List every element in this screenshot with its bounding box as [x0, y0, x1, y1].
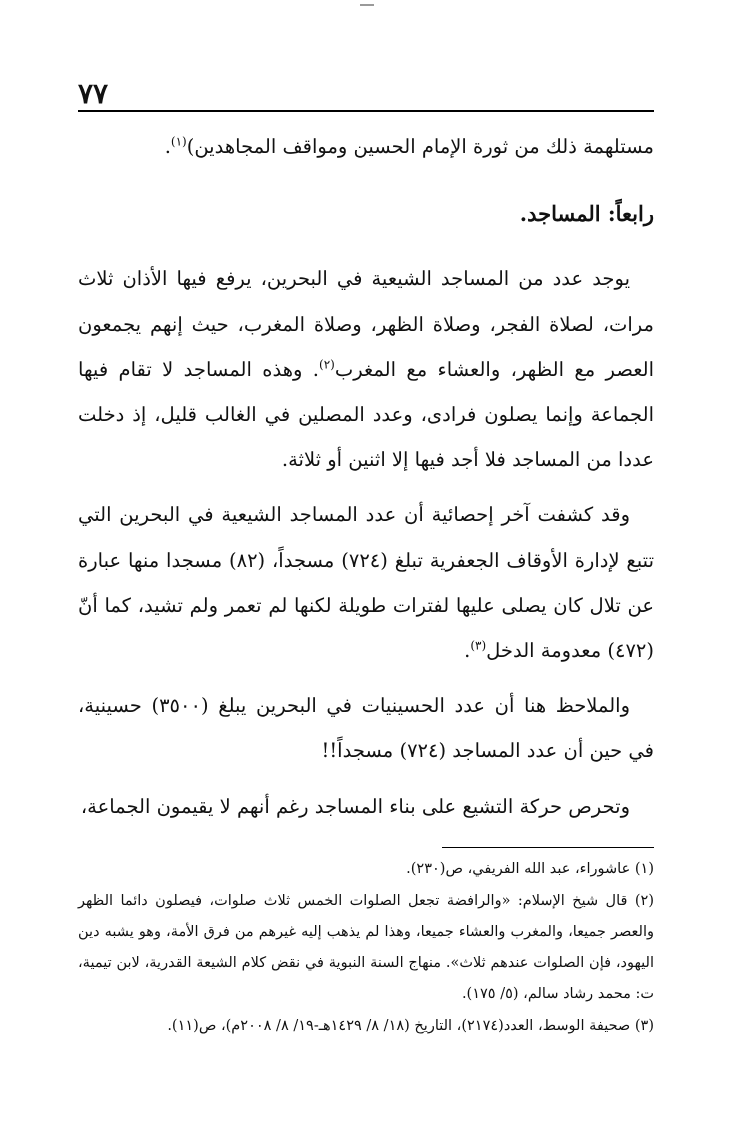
footnote-number: (٣): [634, 1018, 654, 1034]
footnote-number: (١): [634, 861, 654, 877]
footnote-text: قال شيخ الإسلام: «والرافضة تجعل الصلوات الخمس ثلاث صلوات، فيصلون دائما الظهر والعصر جميعا، والمغرب والعشاء جميعا، وهذا لم يذهب إليه غيرهم من فرق الأمة، وهو يشبه دين اليهود، فإن الصلوات عندهم ثلاث». منهاج السنة النبوية في نقض كلام الشيعة القدرية، لابن تيمية، ت: محمد رشاد سالم، (٥/ ١٧٥).: [78, 893, 654, 1002]
paragraph-text: مستلهمة ذلك من ثورة الإمام الحسين ومواقف المجاهدين): [186, 135, 654, 158]
paragraph-end: .: [464, 639, 471, 663]
paragraph-building-mosques: وتحرص حركة التشيع على بناء المساجد رغم أنهم لا يقيمون الجماعة،: [80, 794, 630, 818]
paragraph-mosques-intro: [78, 256, 654, 482]
page-number: ٧٧: [78, 77, 109, 110]
paragraph-husseiniyas: والملاحظ هنا أن عدد الحسينيات في البحرين يبلغ (٣٥٠٠) حسينية، في حين أن عدد المساجد (٧٢٤) مسجداً!!: [78, 694, 654, 763]
footnote-text: عاشوراء، عبد الله الفريفي، ص(٢٣٠).: [406, 861, 631, 877]
header-rule: [78, 110, 654, 112]
paragraph-text: يوجد عدد من المساجد الشيعية في البحرين، يرفع فيها الأذان ثلاث مرات، لصلاة الفجر، وصلاة الظهر، وصلاة المغرب، حيث إنهم يجمعون العصر مع الظهر، والعشاء مع المغرب: [78, 267, 654, 381]
footnote-2: [78, 886, 654, 1010]
footnote-text: صحيفة الوسط، العدد(٢١٧٤)، التاريخ (١٨/ ٨/ ١٤٢٩هـ-١٩/ ٨/ ٢٠٠٨م)، ص(١١).: [167, 1018, 631, 1034]
paragraph-statistics: [78, 492, 654, 673]
main-text: [78, 124, 654, 829]
paragraph-end: .: [164, 135, 171, 158]
footnote-number: (٢): [634, 893, 654, 909]
footnote-1: [78, 854, 654, 885]
paragraph-continuation: [78, 124, 654, 169]
footnote-3: [78, 1011, 654, 1042]
paragraph-text: . وهذه المساجد لا تقام فيها الجماعة وإنما يصلون فرادى، وعدد المصلين في الغالب قليل، إذ دخلت عددا من المساجد فلا أجد فيها إلا اثنين أو ثلاثة.: [78, 357, 654, 472]
footnote-ref-1: (١): [170, 134, 187, 149]
footnote-rule: [442, 847, 654, 848]
top-edge-mark: [360, 4, 374, 6]
paragraph-text: وقد كشفت آخر إحصائية أن عدد المساجد الشيعية في البحرين التي تتبع لإدارة الأوقاف الجعفرية تبلغ (٧٢٤) مسجداً، (٨٢) مسجدا منها عبارة عن تلال كان يصلى عليها لفترات طويلة لكنها لم تعمر ولم تشيد، كما أنّ (٤٧٢) معدومة الدخل: [78, 503, 654, 663]
footnote-ref-2: (٢): [319, 357, 335, 372]
footnotes: [78, 854, 654, 1043]
footnote-ref-3: (٣): [470, 638, 487, 653]
section-heading: رابعاً: المساجد.: [519, 201, 654, 227]
